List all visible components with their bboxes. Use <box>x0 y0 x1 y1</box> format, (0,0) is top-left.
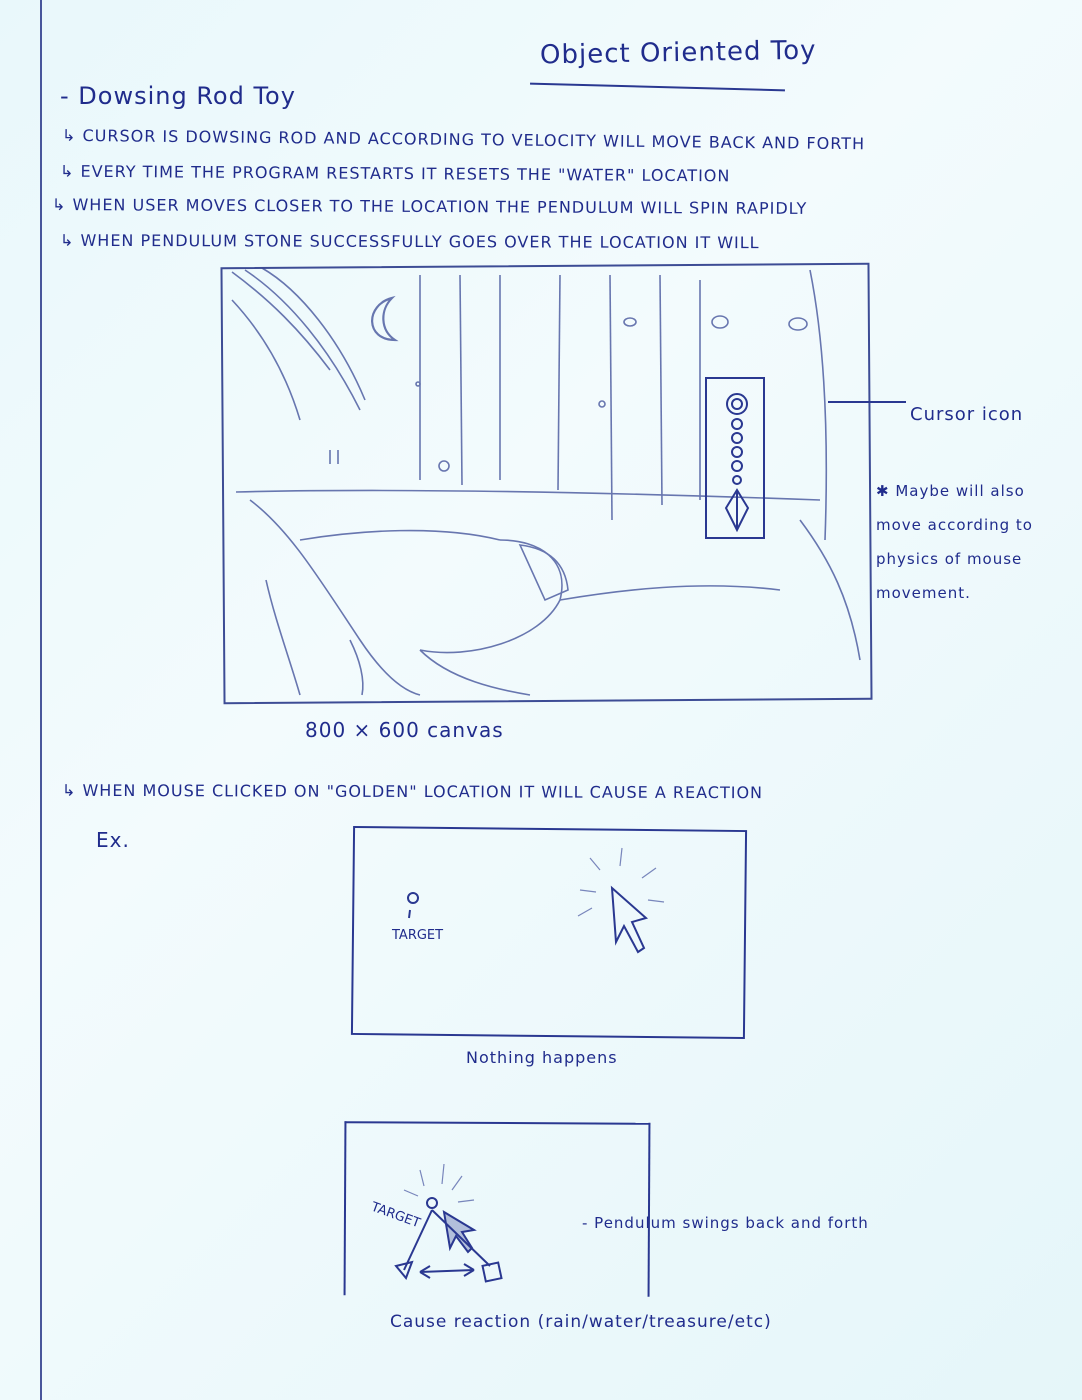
example2-target-label: TARGET <box>368 1199 423 1232</box>
bullet-cursor-rod: ↳ CURSOR IS DOWSING ROD AND ACCORDING TO VELOCITY WILL MOVE BACK AND FORTH <box>61 125 866 154</box>
bullet-reset-location: ↳ EVERY TIME THE PROGRAM RESTARTS IT RESETS THE "WATER" LOCATION <box>59 161 731 186</box>
physics-note: ✱ Maybe will also move according to physics of mouse movement. <box>876 482 1033 602</box>
bullet-spin-rapidly: ↳ WHEN USER MOVES CLOSER TO THE LOCATION THE PENDULUM WILL SPIN RAPIDLY <box>51 195 808 218</box>
example-label: Ex. <box>96 828 130 852</box>
subtitle: - Dowsing Rod Toy <box>60 82 296 110</box>
cursor-icon-label: Cursor icon <box>910 404 1024 425</box>
canvas-size-label: 800 × 600 canvas <box>305 718 504 742</box>
bullet-stone-success: ↳ WHEN PENDULUM STONE SUCCESSFULLY GOES OVER THE LOCATION IT WILL <box>59 230 760 253</box>
bullet-golden-click: ↳ WHEN MOUSE CLICKED ON "GOLDEN" LOCATION IT WILL CAUSE A REACTION <box>61 780 764 803</box>
margin-line <box>40 0 42 1400</box>
title-underline <box>530 83 785 92</box>
example1-caption: Nothing happens <box>466 1048 618 1067</box>
example2-caption: Cause reaction (rain/water/treasure/etc) <box>390 1312 772 1332</box>
page-title: Object Oriented Toy <box>539 35 817 71</box>
canvas-sketch <box>220 263 872 705</box>
cursor-callout-line <box>828 401 906 403</box>
example1-target-label: TARGET <box>392 928 444 943</box>
pendulum-swing-note: - Pendulum swings back and forth <box>582 1214 869 1232</box>
